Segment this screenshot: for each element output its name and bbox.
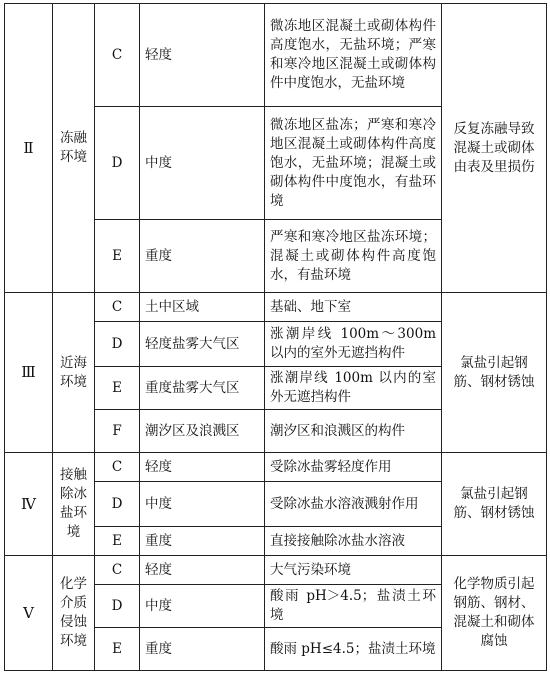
environment-name-cell: 化学介质侵蚀环境 <box>53 556 95 671</box>
condition-cell: 微冻地区盐冻；严寒和寒冷地区混凝土或砌体构件高度饱水，无盐环境；混凝土或砌体构件中度饱水，有盐环境 <box>265 107 442 220</box>
degree-cell: 轻度 <box>140 556 265 585</box>
class-cell: Ⅳ <box>5 453 53 556</box>
environment-name-cell: 近海环境 <box>53 293 95 453</box>
code-cell: D <box>95 585 140 628</box>
condition-cell: 酸雨 pH≤4.5；盐渍土环境 <box>265 628 442 671</box>
degree-cell: 潮汐区及浪溅区 <box>140 410 265 453</box>
condition-cell: 严寒和寒冷地区盐冻环境；混凝土或砌体构件高度饱水，有盐环境 <box>265 220 442 293</box>
class-cell: Ⅴ <box>5 556 53 671</box>
code-cell: F <box>95 410 140 453</box>
class-cell: Ⅱ <box>5 4 53 293</box>
code-cell: E <box>95 220 140 293</box>
mechanism-cell: 氯盐引起钢筋、钢材锈蚀 <box>442 293 547 453</box>
code-cell: D <box>95 482 140 527</box>
degree-cell: 重度盐雾大气区 <box>140 367 265 410</box>
mechanism-cell: 氯盐引起钢筋、钢材锈蚀 <box>442 453 547 556</box>
condition-cell: 基础、地下室 <box>265 293 442 322</box>
code-cell: C <box>95 293 140 322</box>
condition-cell: 受除冰盐雾轻度作用 <box>265 453 442 482</box>
degree-cell: 轻度 <box>140 4 265 107</box>
code-cell: C <box>95 4 140 107</box>
environment-classification-table <box>4 3 547 671</box>
condition-cell: 酸雨 pH＞4.5；盐渍土环境 <box>265 585 442 628</box>
degree-cell: 轻度 <box>140 453 265 482</box>
degree-cell: 土中区域 <box>140 293 265 322</box>
code-cell: E <box>95 367 140 410</box>
mechanism-cell: 化学物质引起钢筋、钢材、混凝土和砌体腐蚀 <box>442 556 547 671</box>
condition-cell: 涨潮岸线 100m～300m 以内的室外无遮挡构件 <box>265 322 442 367</box>
table-row <box>5 556 547 585</box>
table-row <box>5 293 547 322</box>
code-cell: E <box>95 628 140 671</box>
degree-cell: 重度 <box>140 628 265 671</box>
condition-cell: 潮汐区和浪溅区的构件 <box>265 410 442 453</box>
class-cell: Ⅲ <box>5 293 53 453</box>
code-cell: C <box>95 453 140 482</box>
degree-cell: 重度 <box>140 527 265 556</box>
condition-cell: 涨潮岸线 100m 以内的室外无遮挡构件 <box>265 367 442 410</box>
degree-cell: 中度 <box>140 482 265 527</box>
table-row <box>5 453 547 482</box>
code-cell: E <box>95 527 140 556</box>
code-cell: C <box>95 556 140 585</box>
condition-cell: 直接接触除冰盐水溶液 <box>265 527 442 556</box>
environment-name-cell: 冻融环境 <box>53 4 95 293</box>
condition-cell: 大气污染环境 <box>265 556 442 585</box>
condition-cell: 受除冰盐水溶液溅射作用 <box>265 482 442 527</box>
degree-cell: 中度 <box>140 585 265 628</box>
mechanism-cell: 反复冻融导致混凝土或砌体由表及里损伤 <box>442 4 547 293</box>
degree-cell: 中度 <box>140 107 265 220</box>
code-cell: D <box>95 107 140 220</box>
condition-cell: 微冻地区混凝土或砌体构件高度饱水，无盐环境；严寒和寒冷地区混凝土或砌体构件中度饱水，无盐环境 <box>265 4 442 107</box>
degree-cell: 轻度盐雾大气区 <box>140 322 265 367</box>
environment-name-cell: 接触除冰盐环境 <box>53 453 95 556</box>
degree-cell: 重度 <box>140 220 265 293</box>
code-cell: D <box>95 322 140 367</box>
table-row <box>5 4 547 107</box>
